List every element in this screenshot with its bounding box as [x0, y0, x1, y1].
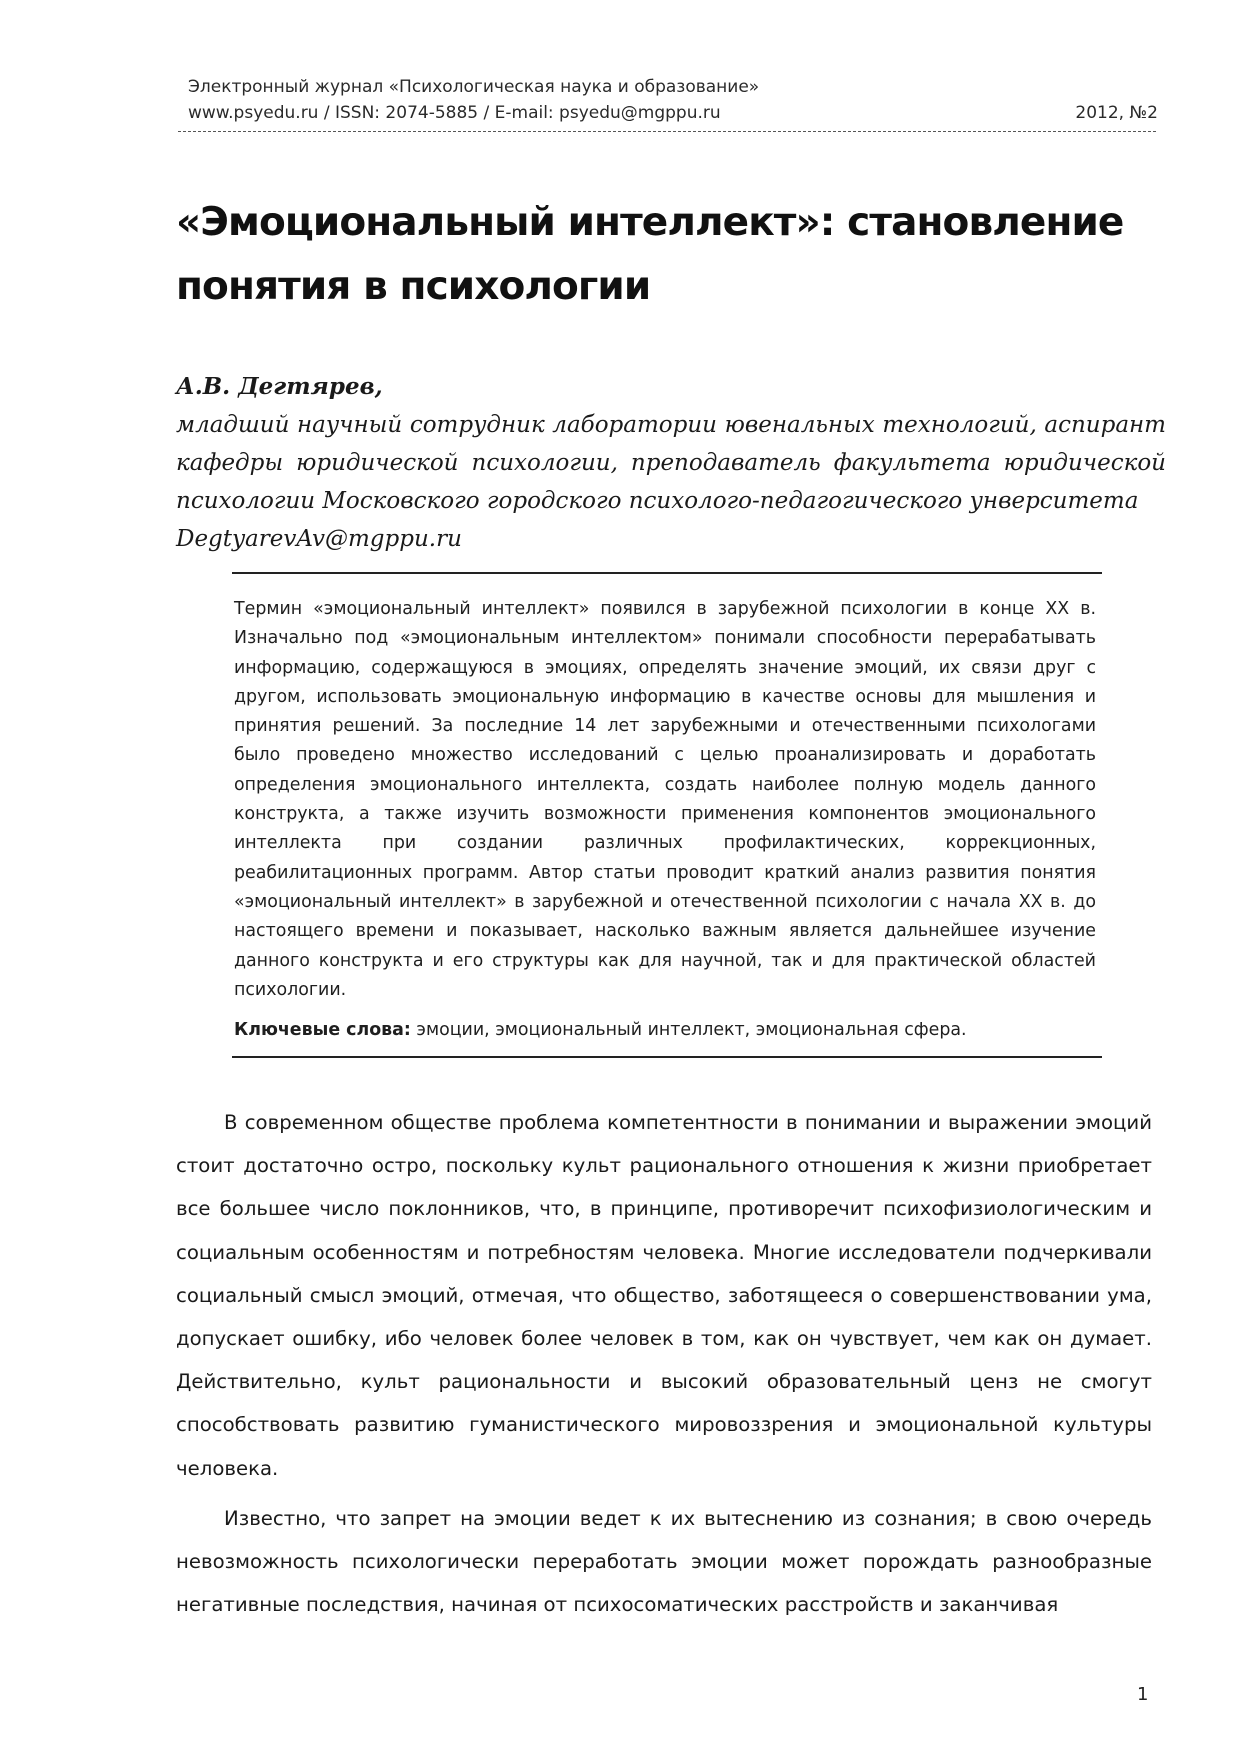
title-line-1: «Эмоциональный интеллект»: становление — [176, 200, 1124, 245]
page-number: 1 — [1137, 1684, 1149, 1705]
author-affiliation: младший научный сотрудник лаборатории ювенальных технологий, аспирант кафедры юридической психологии, преподаватель факультета юридической психологии Московского городского психолого-педагогического унверситета — [176, 412, 1166, 514]
article-title — [176, 191, 1176, 319]
keywords-label: Ключевые слова: — [234, 1020, 411, 1040]
abstract-text: Термин «эмоциональный интеллект» появился в зарубежной психологии в конце XX в. Изначально под «эмоциональным интеллектом» понимали способности перерабатывать информацию, содержащуюся в эмоциях, определять значение эмоций, их связи друг с другом, использовать эмоциональную информацию в качестве основы для мышления и принятия решений. За последние 14 лет зарубежными и отечественными психологами было проведено множество исследований с целью проанализировать и доработать определения эмоционального интеллекта, создать наиболее полную модель данного конструкта, а также изучить возможности применения компонентов эмоционального интеллекта при создании различных профилактических, коррекционных, реабилитационных программ. Автор статьи проводит краткий анализ развития понятия «эмоциональный интеллект» в зарубежной и отечественной психологии с начала XX в. до настоящего времени и показывает, насколько важным является дальнейшее изучение данного конструкта и его структуры как для научной, так и для практической областей психологии. — [234, 599, 1096, 1000]
journal-contacts: www.psyedu.ru / ISSN: 2074-5885 / E-mail: psyedu@mgppu.ru — [188, 103, 721, 123]
author-name: А.В. Дегтярев, — [176, 373, 383, 400]
keywords-line — [234, 1016, 1096, 1044]
author-email: DegtyarevAv@mgppu.ru — [176, 526, 462, 552]
header-divider — [178, 131, 1156, 132]
body-paragraph: Известно, что запрет на эмоции ведет к их вытеснению из сознания; в свою очередь невозможность психологически переработать эмоции может порождать разнообразные негативные последствия, начиная от психосоматических расстройств и заканчивая — [176, 1506, 1152, 1617]
keywords-list: эмоции, эмоциональный интеллект, эмоциональная сфера. — [410, 1020, 967, 1040]
title-line-2: понятия в психологии — [176, 264, 651, 309]
body-paragraph: В современном обществе проблема компетентности в понимании и выражении эмоций стоит достаточно остро, поскольку культ рационального отношения к жизни приобретает все большее число поклонников, что, в принципе, противоречит психофизиологическим и социальным особенностям и потребностям человека. Многие исследователи подчеркивали социальный смысл эмоций, отмечая, что общество, заботящееся о совершенствовании ума, допускает ошибку, ибо человек более человек в том, как он чувствует, чем как он думает. Действительно, культ рациональности и высокий образовательный ценз не смогут способствовать развитию гуманистического мировоззрения и эмоциональной культуры человека. — [176, 1111, 1152, 1480]
issue-number: 2012, №2 — [1075, 103, 1158, 123]
author-block — [176, 368, 1166, 558]
abstract-bottom-rule — [232, 1056, 1102, 1058]
running-header — [188, 74, 1158, 126]
header-row — [188, 100, 1158, 126]
article-body — [176, 1101, 1152, 1633]
journal-name: Электронный журнал «Психологическая наука и образование» — [188, 77, 760, 97]
abstract-top-rule — [232, 572, 1102, 574]
